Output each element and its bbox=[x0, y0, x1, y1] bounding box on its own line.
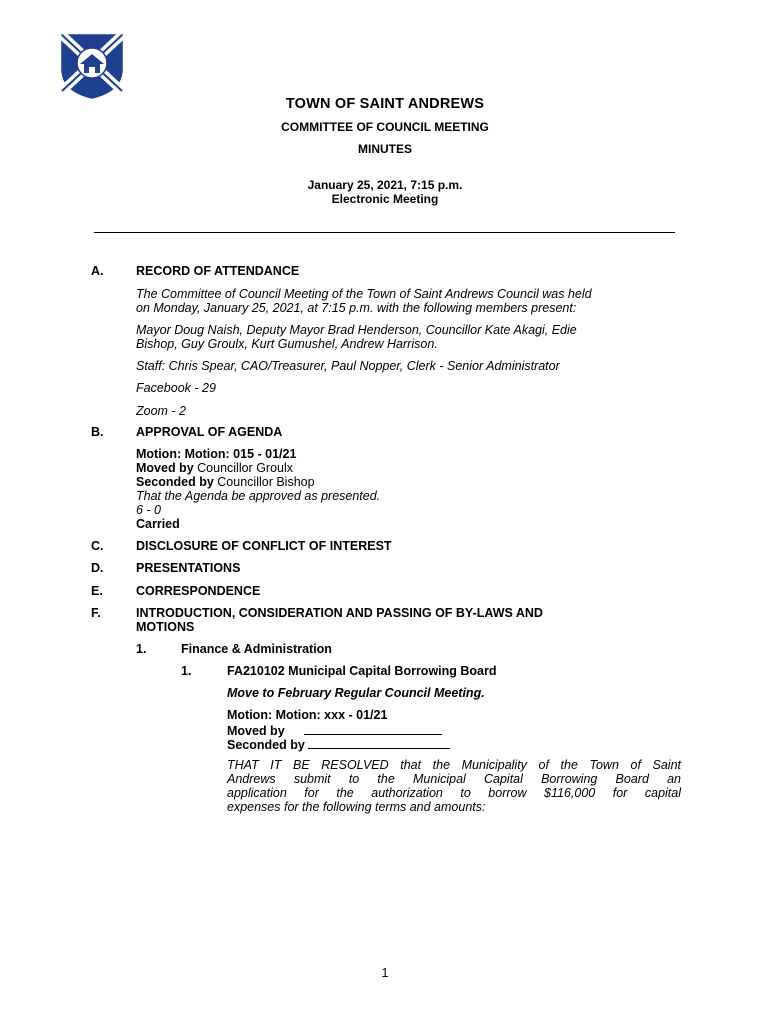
section-letter: E. bbox=[91, 584, 103, 598]
staff-present: Staff: Chris Spear, CAO/Treasurer, Paul Nopper, Clerk - Senior Administrator bbox=[136, 359, 560, 373]
motion-result: Carried bbox=[136, 517, 180, 531]
document-type: MINUTES bbox=[358, 142, 412, 156]
motion-text: That the Agenda be approved as presented. bbox=[136, 489, 381, 503]
attendance-intro-line: The Committee of Council Meeting of the Town of Saint Andrews Council was held bbox=[136, 287, 592, 301]
members-present-line: Mayor Doug Naish, Deputy Mayor Brad Henderson, Councillor Kate Akagi, Edie bbox=[136, 323, 577, 337]
motion-number: Motion: Motion: 015 - 01/21 bbox=[136, 447, 297, 461]
seconded-by-value: Councillor Bishop bbox=[217, 475, 315, 489]
subsection-title: Finance & Administration bbox=[181, 642, 332, 656]
resolution-line: application for the authorization to borrow $116,000 for capital bbox=[227, 786, 681, 800]
seconded-by-line bbox=[136, 475, 315, 489]
section-title: APPROVAL OF AGENDA bbox=[136, 425, 283, 439]
resolution-line: expenses for the following terms and amounts: bbox=[227, 800, 486, 814]
item-note: Move to February Regular Council Meeting. bbox=[227, 686, 485, 700]
seconded-by-label: Seconded by bbox=[136, 475, 214, 489]
org-title: TOWN OF SAINT ANDREWS bbox=[285, 96, 485, 112]
moved-by-line bbox=[136, 461, 293, 475]
zoom-count: Zoom - 2 bbox=[136, 404, 187, 418]
section-letter: F. bbox=[91, 606, 101, 620]
moved-by-label: Moved by bbox=[227, 724, 285, 738]
moved-by-blank bbox=[304, 722, 442, 735]
item-title: FA210102 Municipal Capital Borrowing Board bbox=[227, 664, 497, 678]
section-letter: A. bbox=[91, 264, 104, 278]
seconded-by-blank bbox=[308, 736, 450, 749]
section-letter: C. bbox=[91, 539, 104, 553]
section-title: INTRODUCTION, CONSIDERATION AND PASSING OF BY-LAWS AND bbox=[136, 606, 543, 620]
town-crest-logo bbox=[58, 33, 126, 99]
section-letter: B. bbox=[91, 425, 104, 439]
meeting-location: Electronic Meeting bbox=[331, 192, 439, 206]
moved-by-label: Moved by bbox=[136, 461, 194, 475]
header-divider bbox=[94, 232, 675, 233]
item-number: 1. bbox=[181, 664, 192, 678]
page-number: 1 bbox=[381, 966, 389, 980]
subsection-number: 1. bbox=[136, 642, 147, 656]
meeting-type: COMMITTEE OF COUNCIL MEETING bbox=[281, 120, 489, 134]
section-title: DISCLOSURE OF CONFLICT OF INTEREST bbox=[136, 539, 392, 553]
section-title: RECORD OF ATTENDANCE bbox=[136, 264, 300, 278]
attendance-intro-line: on Monday, January 25, 2021, at 7:15 p.m. with the following members present: bbox=[136, 301, 577, 315]
section-title: MOTIONS bbox=[136, 620, 195, 634]
seconded-by-label: Seconded by bbox=[227, 738, 305, 752]
section-letter: D. bbox=[91, 561, 104, 575]
facebook-count: Facebook - 29 bbox=[136, 381, 216, 395]
vote-count: 6 - 0 bbox=[136, 503, 162, 517]
members-present-line: Bishop, Guy Groulx, Kurt Gumushel, Andrew Harrison. bbox=[136, 337, 438, 351]
motion-number: Motion: Motion: xxx - 01/21 bbox=[227, 708, 388, 722]
section-title: PRESENTATIONS bbox=[136, 561, 241, 575]
section-title: CORRESPONDENCE bbox=[136, 584, 261, 598]
resolution-line: THAT IT BE RESOLVED that the Municipality of the Town of Saint bbox=[227, 758, 681, 772]
moved-by-value: Councillor Groulx bbox=[197, 461, 294, 475]
meeting-date: January 25, 2021, 7:15 p.m. bbox=[307, 178, 463, 192]
resolution-line: Andrews submit to the Municipal Capital Borrowing Board an bbox=[227, 772, 681, 786]
seconded-by-line bbox=[227, 736, 450, 752]
